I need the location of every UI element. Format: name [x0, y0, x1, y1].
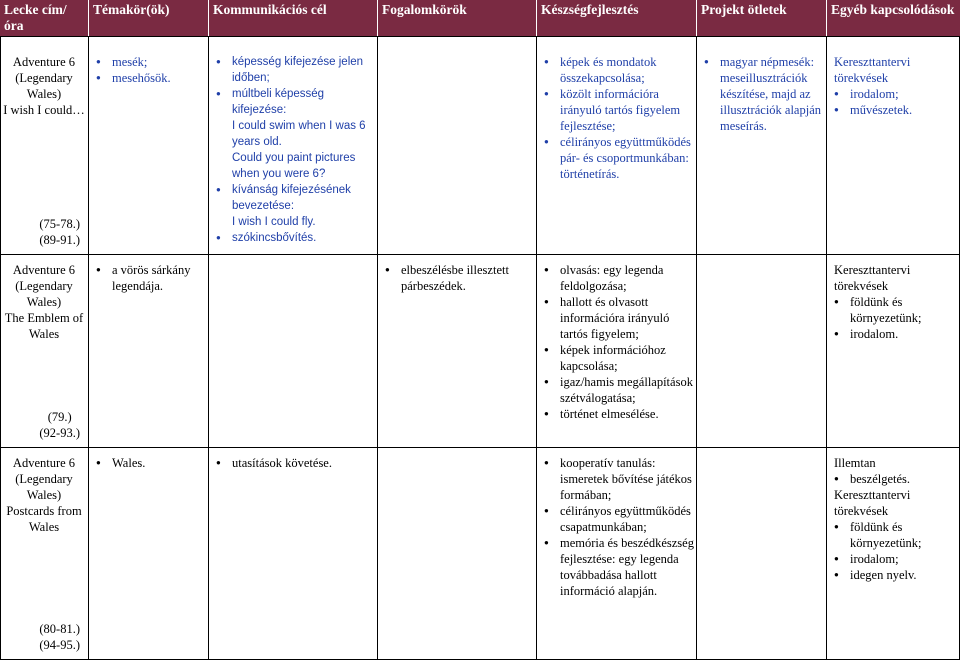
header-project: Projekt ötletek [697, 0, 826, 36]
list-item: ● utasítások követése. [212, 455, 376, 471]
lesson-title: Adventure 6 [12, 55, 76, 69]
list-item: ● kooperatív tanulás: ismeretek bővítése játékos formában; [540, 455, 694, 503]
row2-lesson [2, 262, 86, 445]
list-item: ● igaz/hamis megállapítások szétválogatása; [540, 374, 694, 406]
header-communication: Kommunikációs cél [209, 0, 377, 36]
list-item: ● történet elmesélése. [540, 406, 694, 422]
lesson-name: Postcards from Wales [6, 504, 82, 534]
header-other: Egyéb kapcsolódások [827, 0, 960, 36]
example-text: I could swim when I was 6 years old. [232, 120, 366, 148]
lesson-name: The Emblem of Wales [4, 311, 84, 341]
list-item: ● célirányos együttműködés csapatmunkában; [540, 503, 694, 535]
list-item: ● magyar népmesék: meseillusztrációk készítése, majd az illusztrációk alapján meseírás. [700, 54, 824, 134]
row2-topics [92, 262, 206, 294]
header-concepts: Fogalomkörök [378, 0, 536, 36]
lesson-pages: (75-78.) (89-91.) [39, 217, 80, 247]
other-heading: Kereszttantervi törekvések [834, 488, 911, 518]
list-item: ● szókincsbővítés. [212, 230, 376, 246]
list-item: ● irodalom; [830, 551, 958, 567]
lesson-title: Adventure 6 [12, 456, 76, 470]
row2-other [830, 262, 958, 342]
row1-other [830, 54, 958, 118]
row1-communication [212, 54, 376, 246]
row3-other [830, 455, 958, 583]
row1-project [700, 54, 824, 134]
other-heading: Kereszttantervi törekvések [834, 55, 911, 85]
list-item: ● Wales. [92, 455, 206, 471]
row3-topics [92, 455, 206, 471]
list-item: ● művészetek. [830, 102, 958, 118]
list-item: ● memória és beszédkészség fejlesztése: egy legenda továbbadása hallott információ alapján. [540, 535, 694, 599]
lesson-subtitle: (Legendary Wales) [15, 279, 73, 309]
list-item: ● olvasás: egy legenda feldolgozása; [540, 262, 694, 294]
header-lesson: Lecke cím/óra [0, 0, 88, 36]
lesson-subtitle: (Legendary Wales) [15, 472, 73, 502]
row2-skills [540, 262, 694, 422]
list-item: ● irodalom. [830, 326, 958, 342]
list-item: ● idegen nyelv. [830, 567, 958, 583]
list-item: ● közölt információra irányuló tartós figyelem fejlesztése; [540, 86, 694, 134]
list-item: ● földünk és környezetünk; [830, 519, 958, 551]
list-item: ● a vörös sárkány legendája. [92, 262, 206, 294]
header-skills: Készségfejlesztés [537, 0, 696, 36]
list-item: ● mesehősök. [92, 70, 206, 86]
lesson-pages: (80-81.) (94-95.) [39, 622, 80, 652]
lesson-pages: (79.) (92-93.) [39, 410, 80, 440]
row2-concepts [381, 262, 534, 294]
other-heading: Kereszttantervi törekvések [834, 263, 911, 293]
list-item: ● hallott és olvasott információra irányuló tartós figyelem; [540, 294, 694, 342]
list-item: ● mesék; [92, 54, 206, 70]
list-item: ● kívánság kifejezésének bevezetése: [212, 182, 376, 214]
lesson-subtitle: (Legendary Wales) [15, 71, 73, 101]
list-item: ● képek és mondatok összekapcsolása; [540, 54, 694, 86]
header-topic: Témakör(ök) [89, 0, 208, 36]
list-item: ● múltbeli képesség kifejezése: [212, 86, 376, 118]
list-item: ● irodalom; [830, 86, 958, 102]
list-item: ● célirányos együttműködés pár- és csoportmunkában: történetírás. [540, 134, 694, 182]
row1-lesson [2, 54, 86, 252]
row1-topics [92, 54, 206, 86]
list-item: ● földünk és környezetünk; [830, 294, 958, 326]
row3-skills [540, 455, 694, 599]
other-heading: Illemtan [834, 456, 876, 470]
row3-communication [212, 455, 376, 471]
list-item: ● elbeszélésbe illesztett párbeszédek. [381, 262, 534, 294]
list-item: ● képesség kifejezése jelen időben; [212, 54, 376, 86]
lesson-title: Adventure 6 [12, 263, 76, 277]
example-text: I wish I could fly. [232, 216, 316, 228]
row1-skills [540, 54, 694, 182]
list-item: ● képek információhoz kapcsolása; [540, 342, 694, 374]
lesson-name: I wish I could… [3, 103, 85, 117]
example-text: Could you paint pictures when you were 6? [232, 152, 356, 180]
list-item: ● beszélgetés. [830, 471, 958, 487]
row3-lesson [2, 455, 86, 657]
